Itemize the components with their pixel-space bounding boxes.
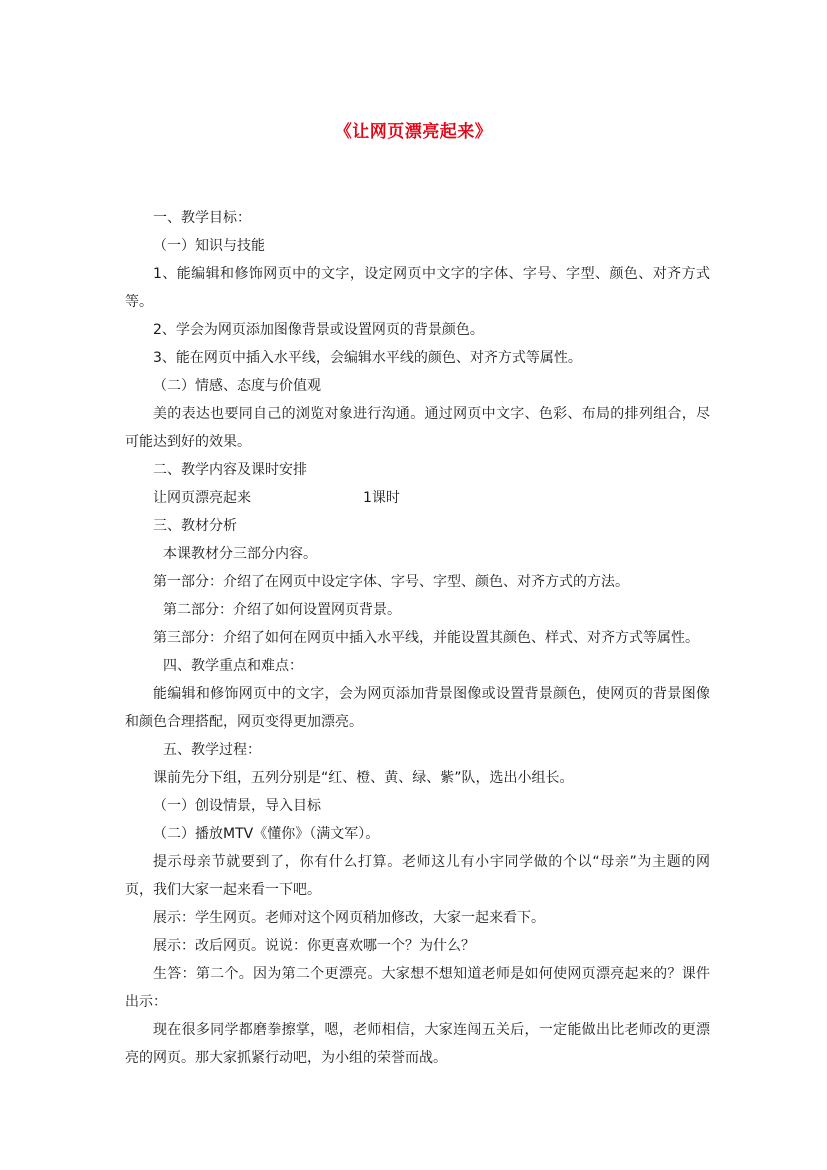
subheading-attitudes: （二）情感、态度与价值观	[153, 378, 321, 394]
section-heading-analysis: 三、教材分析	[153, 518, 237, 534]
paragraph: 1、能编辑和修饰网页中的文字，设定网页中文字的字体、字号、字型、颜色、对齐方式等。	[125, 266, 710, 310]
lesson-hours: 1课时	[363, 490, 400, 506]
paragraph: 第三部分：介绍了如何在网页中插入水平线，并能设置其颜色、样式、对齐方式等属性。	[153, 630, 699, 646]
lesson-schedule-row	[125, 484, 710, 512]
paragraph: 能编辑和修饰网页中的文字，会为网页添加背景图像或设置背景颜色，使网页的背景图像和颜色合理搭配，网页变得更加漂亮。	[125, 686, 710, 730]
subheading-scenario: （一）创设情景，导入目标	[153, 798, 321, 814]
paragraph: 第一部分：介绍了在网页中设定字体、字号、字型、颜色、对齐方式的方法。	[153, 574, 629, 590]
paragraph: 生答：第二个。因为第二个更漂亮。大家想不想知道老师是如何使网页漂亮起来的？课件出示：	[125, 966, 710, 1010]
document-title: 《让网页漂亮起来》	[334, 122, 493, 142]
section-heading-process: 五、教学过程：	[163, 742, 261, 758]
paragraph: 展示：改后网页。说说：你更喜欢哪一个？为什么？	[153, 938, 475, 954]
paragraph: 现在很多同学都磨拳擦掌，嗯，老师相信，大家连闯五关后，一定能做出比老师改的更漂亮的网页。那大家抓紧行动吧，为小组的荣誉而战。	[125, 1022, 710, 1066]
paragraph: 本课教材分三部分内容。	[163, 546, 317, 562]
paragraph: 第二部分：介绍了如何设置网页背景。	[163, 602, 401, 618]
section-heading-content: 二、教学内容及课时安排	[153, 462, 307, 478]
paragraph: 2、学会为网页添加图像背景或设置网页的背景颜色。	[153, 322, 484, 338]
paragraph: 3、能在网页中插入水平线，会编辑水平线的颜色、对齐方式等属性。	[153, 350, 582, 366]
lesson-name: 让网页漂亮起来	[153, 490, 251, 506]
paragraph: 课前先分下组，五列分别是“红、橙、黄、绿、紫”队，选出小组长。	[153, 770, 574, 786]
section-heading-objectives: 一、教学目标：	[153, 210, 251, 226]
section-heading-key-points: 四、教学重点和难点：	[163, 658, 303, 674]
subheading-knowledge-skills: （一）知识与技能	[153, 238, 265, 254]
paragraph: 展示：学生网页。老师对这个网页稍加修改，大家一起来看下。	[153, 910, 545, 926]
paragraph: 美的表达也要同自己的浏览对象进行沟通。通过网页中文字、色彩、布局的排列组合，尽可能达到好的效果。	[125, 406, 710, 450]
subheading-mtv: （二）播放MTV《懂你》（满文军）。	[153, 826, 380, 842]
paragraph: 提示母亲节就要到了，你有什么打算。老师这儿有小宇同学做的个以“母亲”为主题的网页，我们大家一起来看一下吧。	[125, 854, 710, 898]
document-body	[125, 204, 710, 1072]
